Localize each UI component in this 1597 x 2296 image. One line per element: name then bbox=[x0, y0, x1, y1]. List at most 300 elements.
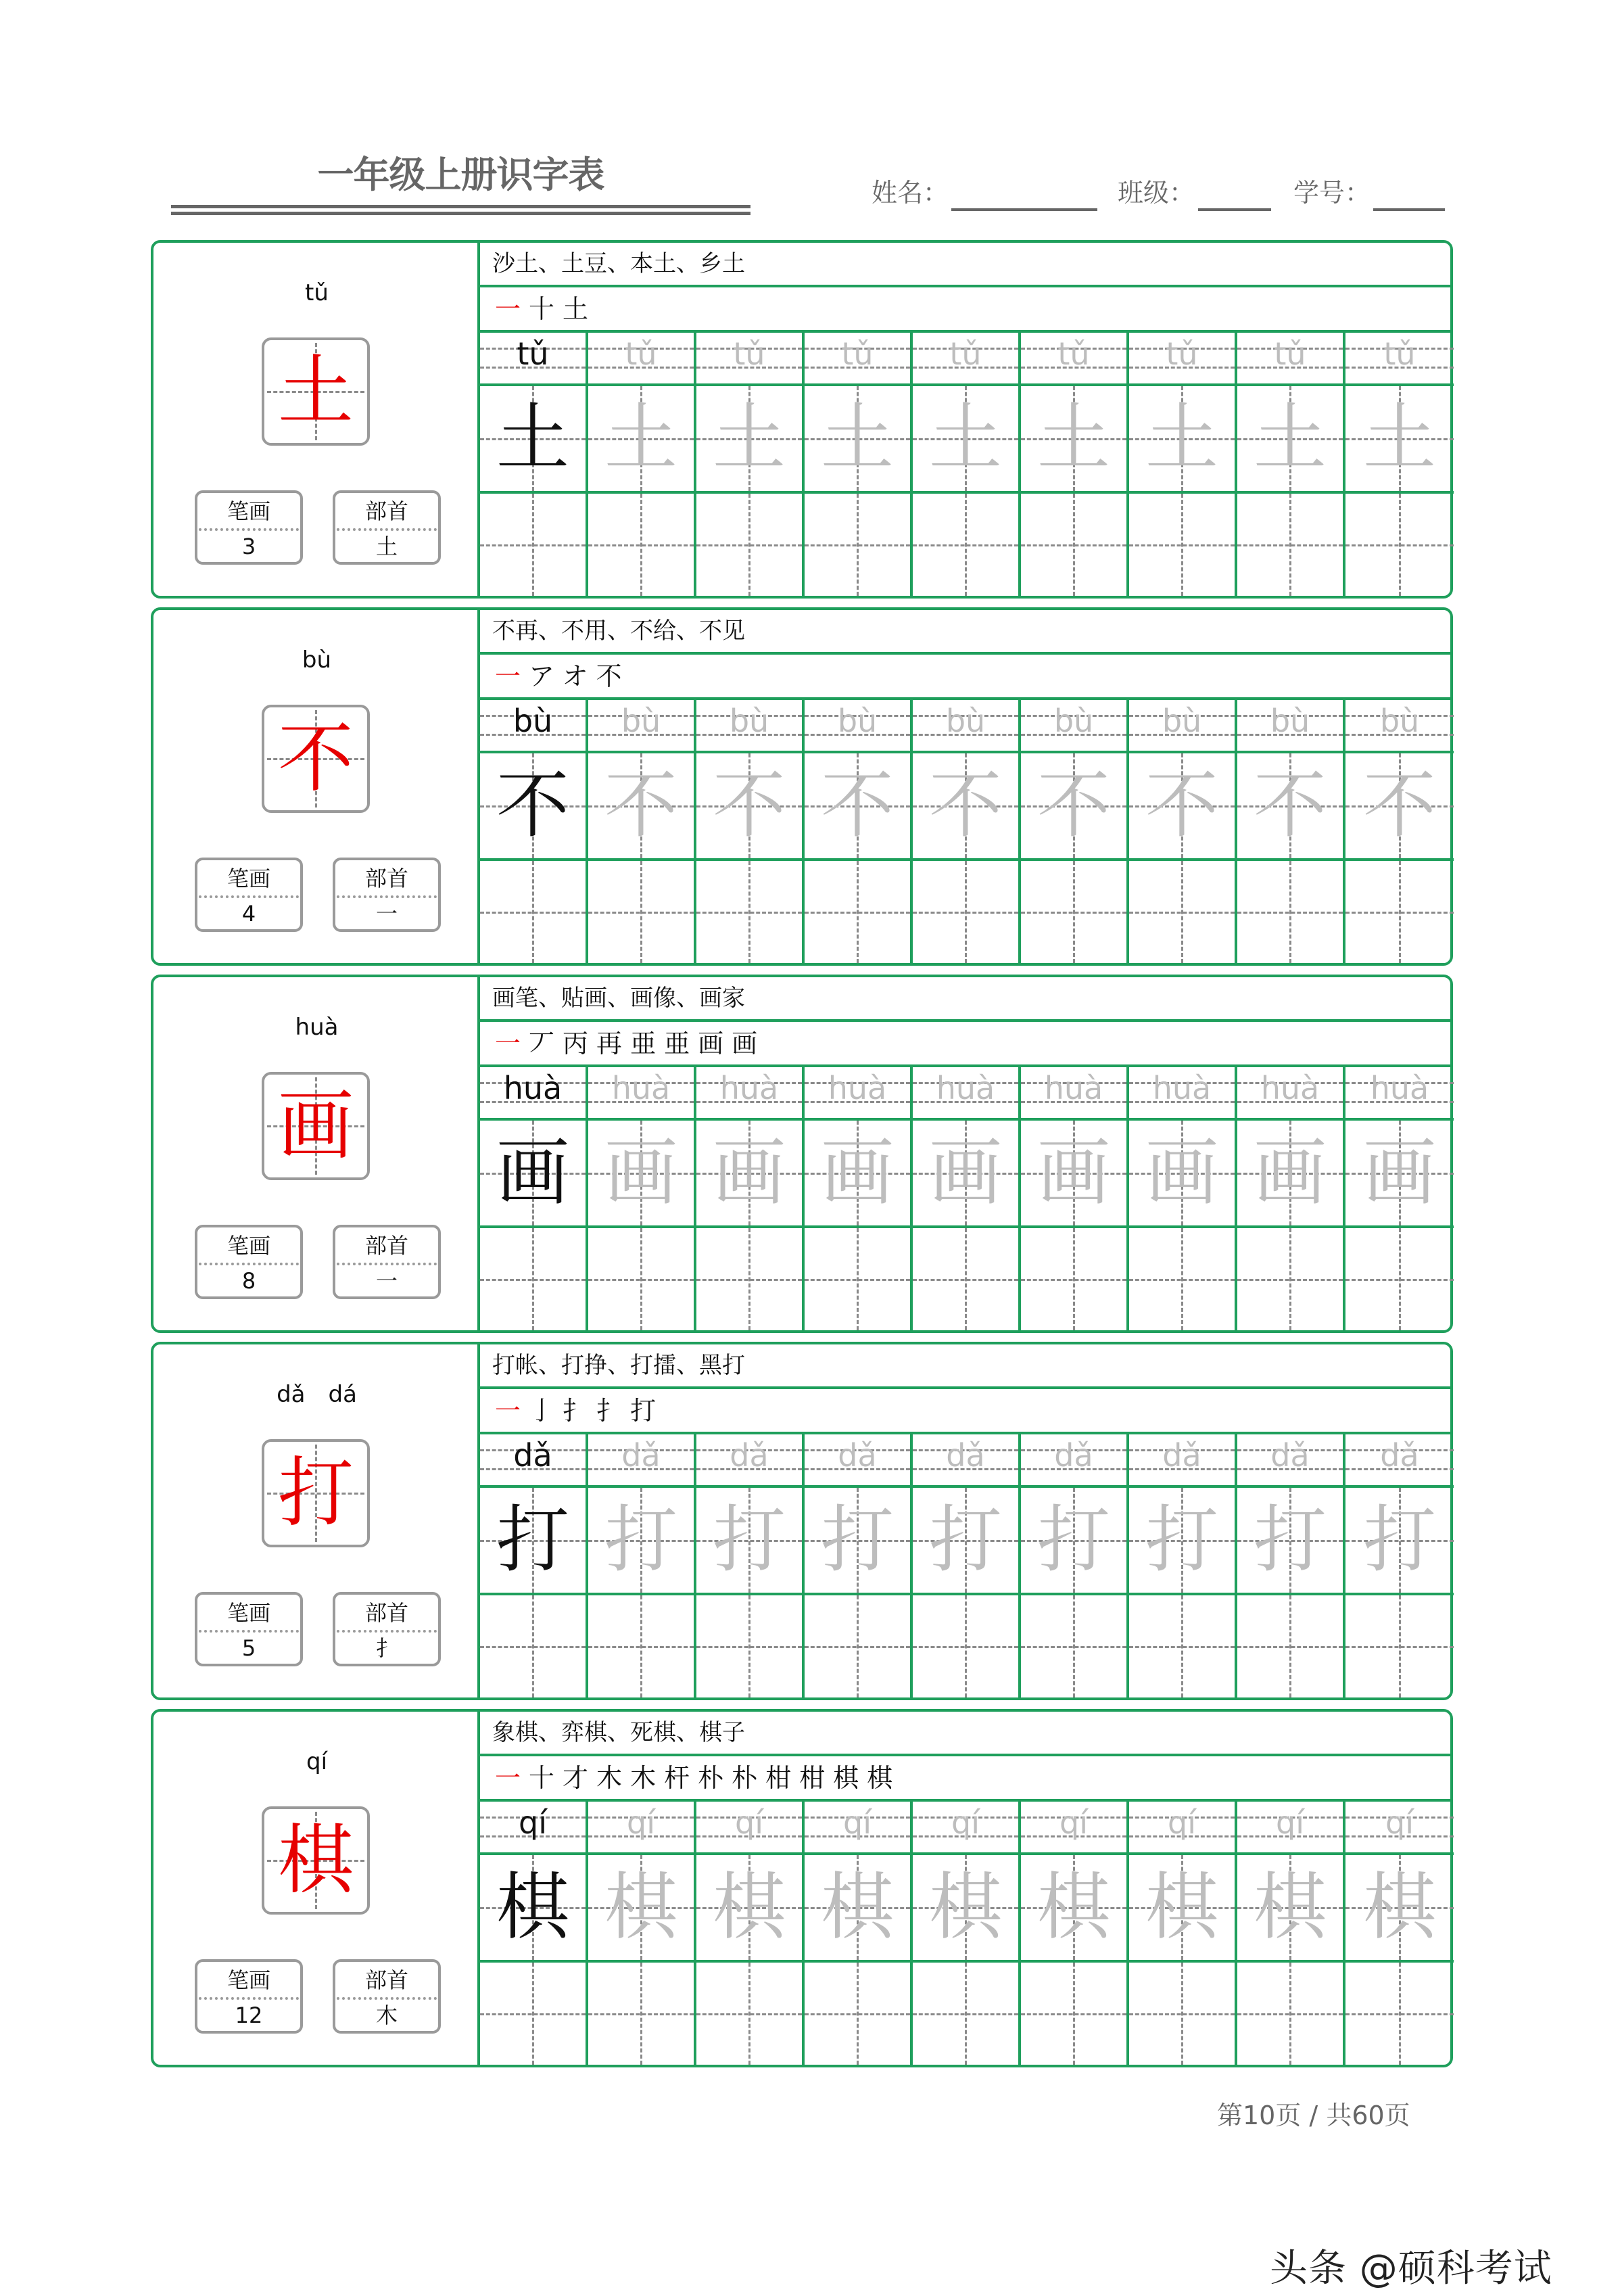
cell-guide-horizontal bbox=[1345, 912, 1454, 914]
blank-writing-cell[interactable] bbox=[696, 494, 802, 596]
cell-guide-horizontal bbox=[1237, 1279, 1343, 1281]
stroke-count-label: 笔画 bbox=[227, 1967, 270, 1993]
trace-character: 棋 bbox=[1036, 1865, 1110, 1950]
trace-pinyin: dǎ bbox=[730, 1437, 769, 1474]
trace-character: 打 bbox=[1362, 1498, 1436, 1583]
blank-writing-cell[interactable] bbox=[1237, 861, 1343, 963]
practice-column bbox=[1237, 1067, 1345, 1330]
stroke-count-value: 8 bbox=[241, 1268, 256, 1294]
pinyin-cell[interactable] bbox=[1345, 333, 1454, 386]
trace-character: 打 bbox=[1036, 1498, 1110, 1583]
character-cell[interactable] bbox=[1129, 1121, 1235, 1228]
character-cell[interactable] bbox=[696, 1121, 802, 1228]
radical-box bbox=[333, 1959, 441, 2034]
main-character: 不 bbox=[278, 715, 354, 803]
practice-column bbox=[913, 1434, 1021, 1697]
trace-character: 棋 bbox=[928, 1865, 1002, 1950]
trace-character: 不 bbox=[1145, 764, 1218, 848]
stroke-step: 扌 bbox=[596, 1396, 631, 1426]
pinyin-cell[interactable] bbox=[696, 1802, 802, 1855]
character-cell[interactable] bbox=[805, 386, 910, 494]
trace-pinyin: qí bbox=[627, 1804, 655, 1841]
blank-writing-cell[interactable] bbox=[805, 861, 910, 963]
character-pinyin: huà bbox=[295, 1014, 339, 1041]
character-cell[interactable] bbox=[480, 1855, 586, 1963]
pinyin-cell[interactable] bbox=[805, 333, 910, 386]
practice-column bbox=[913, 700, 1021, 963]
trace-pinyin: bù bbox=[837, 703, 878, 739]
character-cell[interactable] bbox=[588, 753, 694, 861]
pinyin-cell[interactable] bbox=[696, 1067, 802, 1121]
practice-column bbox=[696, 333, 805, 596]
practice-column bbox=[805, 1434, 913, 1697]
pinyin-cell[interactable] bbox=[913, 700, 1018, 753]
pinyin-cell[interactable] bbox=[1021, 1802, 1126, 1855]
blank-writing-cell[interactable] bbox=[1021, 1595, 1126, 1697]
practice-column bbox=[1237, 700, 1345, 963]
character-cell[interactable] bbox=[1237, 753, 1343, 861]
radical-label: 部首 bbox=[364, 1967, 408, 1993]
character-cell[interactable] bbox=[588, 1855, 694, 1963]
stroke-count-box bbox=[195, 490, 303, 565]
practice-column bbox=[696, 1802, 805, 2065]
character-cell[interactable] bbox=[1345, 386, 1454, 494]
student-id-label: 学号： bbox=[1293, 178, 1371, 208]
stroke-order-row bbox=[480, 1022, 1450, 1067]
blank-writing-cell[interactable] bbox=[913, 1595, 1018, 1697]
trace-character: 不 bbox=[1036, 764, 1110, 848]
pinyin-cell[interactable] bbox=[588, 1802, 694, 1855]
cell-guide-horizontal bbox=[1021, 1279, 1126, 1281]
character-cell[interactable] bbox=[1021, 386, 1126, 494]
stroke-step: 朴 bbox=[732, 1763, 766, 1793]
blank-writing-cell[interactable] bbox=[1237, 1963, 1343, 2065]
practice-column bbox=[696, 1434, 805, 1697]
blank-writing-cell[interactable] bbox=[1021, 1963, 1126, 2065]
name-field[interactable] bbox=[951, 208, 1097, 211]
character-cell[interactable] bbox=[696, 386, 802, 494]
stroke-count-box bbox=[195, 858, 303, 932]
character-cell[interactable] bbox=[1021, 1121, 1126, 1228]
trace-pinyin: huà bbox=[936, 1070, 995, 1106]
watermark: 头条 @硕科考试 bbox=[1270, 2247, 1552, 2291]
student-id-field[interactable] bbox=[1373, 208, 1445, 211]
blank-writing-cell[interactable] bbox=[480, 494, 586, 596]
practice-column bbox=[480, 1434, 588, 1697]
blank-writing-cell[interactable] bbox=[696, 1963, 802, 2065]
character-cell[interactable] bbox=[1129, 386, 1235, 494]
character-cell[interactable] bbox=[1345, 753, 1454, 861]
trace-pinyin: dǎ bbox=[838, 1437, 877, 1474]
trace-pinyin: dǎ bbox=[1054, 1437, 1093, 1474]
blank-writing-cell[interactable] bbox=[1129, 1963, 1235, 2065]
blank-writing-cell[interactable] bbox=[1129, 1228, 1235, 1330]
pinyin-cell[interactable] bbox=[1345, 1067, 1454, 1121]
character-card bbox=[151, 975, 1453, 1333]
trace-pinyin: tǔ bbox=[841, 335, 874, 372]
practice-column bbox=[588, 700, 696, 963]
cell-guide-horizontal bbox=[1129, 2013, 1235, 2015]
blank-writing-cell[interactable] bbox=[1345, 494, 1454, 596]
blank-writing-cell[interactable] bbox=[913, 861, 1018, 963]
character-card bbox=[151, 240, 1453, 599]
character-cell[interactable] bbox=[805, 1488, 910, 1595]
blank-writing-cell[interactable] bbox=[805, 1963, 910, 2065]
stroke-count-value: 4 bbox=[241, 901, 256, 927]
blank-writing-cell[interactable] bbox=[1345, 1228, 1454, 1330]
pinyin-cell[interactable] bbox=[480, 1067, 586, 1121]
cell-guide-horizontal bbox=[1129, 1646, 1235, 1648]
blank-writing-cell[interactable] bbox=[1345, 861, 1454, 963]
radical-box bbox=[333, 858, 441, 932]
pinyin-cell[interactable] bbox=[480, 1802, 586, 1855]
pinyin-cell[interactable] bbox=[1237, 1067, 1343, 1121]
trace-character: 棋 bbox=[1362, 1865, 1436, 1950]
radical-label: 部首 bbox=[364, 498, 408, 524]
pinyin-cell[interactable] bbox=[480, 333, 586, 386]
character-cell[interactable] bbox=[913, 386, 1018, 494]
character-cell[interactable] bbox=[1345, 1855, 1454, 1963]
pinyin-cell[interactable] bbox=[1129, 333, 1235, 386]
blank-writing-cell[interactable] bbox=[588, 1963, 694, 2065]
blank-writing-cell[interactable] bbox=[696, 861, 802, 963]
trace-character: 画 bbox=[820, 1131, 894, 1215]
character-cell[interactable] bbox=[1129, 1488, 1235, 1595]
character-cell[interactable] bbox=[1237, 386, 1343, 494]
practice-grid bbox=[480, 700, 1450, 963]
character-card bbox=[151, 1709, 1453, 2067]
stroke-step: 亜 bbox=[630, 1029, 665, 1058]
practice-column bbox=[913, 333, 1021, 596]
model-character: 棋 bbox=[496, 1865, 569, 1950]
blank-writing-cell[interactable] bbox=[696, 1595, 802, 1697]
stroke-step: 再 bbox=[596, 1029, 631, 1058]
character-cell[interactable] bbox=[1345, 1488, 1454, 1595]
word-examples: 象棋、弈棋、死棋、棋子 bbox=[492, 1719, 745, 1746]
character-cell[interactable] bbox=[913, 753, 1018, 861]
trace-pinyin: bù bbox=[1162, 703, 1202, 739]
model-pinyin: qí bbox=[519, 1804, 547, 1841]
blank-writing-cell[interactable] bbox=[588, 1595, 694, 1697]
practice-column bbox=[1237, 1434, 1345, 1697]
title-underline-bottom bbox=[171, 212, 750, 215]
character-cell[interactable] bbox=[913, 1121, 1018, 1228]
pinyin-cell[interactable] bbox=[1129, 1067, 1235, 1121]
blank-writing-cell[interactable] bbox=[1345, 1595, 1454, 1697]
character-cell[interactable] bbox=[480, 1121, 586, 1228]
pinyin-cell[interactable] bbox=[1345, 700, 1454, 753]
model-pinyin: tǔ bbox=[517, 335, 549, 372]
stroke-order-sequence bbox=[495, 659, 630, 694]
practice-column bbox=[1345, 700, 1454, 963]
pinyin-cell[interactable] bbox=[1345, 1434, 1454, 1488]
trace-character: 画 bbox=[1145, 1131, 1218, 1215]
practice-grid bbox=[480, 333, 1450, 596]
pinyin-cell[interactable] bbox=[805, 1067, 910, 1121]
trace-pinyin: huà bbox=[828, 1070, 887, 1106]
main-character-box bbox=[262, 337, 370, 446]
cell-guide-horizontal bbox=[805, 912, 910, 914]
main-character-box bbox=[262, 705, 370, 813]
character-cell[interactable] bbox=[1237, 1488, 1343, 1595]
blank-writing-cell[interactable] bbox=[588, 494, 694, 596]
practice-column bbox=[1021, 1434, 1129, 1697]
trace-character: 不 bbox=[604, 764, 677, 848]
pinyin-cell[interactable] bbox=[1237, 700, 1343, 753]
blank-writing-cell[interactable] bbox=[805, 1595, 910, 1697]
character-cell[interactable] bbox=[696, 753, 802, 861]
character-cell[interactable] bbox=[1237, 1855, 1343, 1963]
pinyin-cell[interactable] bbox=[913, 1802, 1018, 1855]
stroke-step: 亅 bbox=[529, 1396, 563, 1426]
cell-guide-horizontal bbox=[1237, 1646, 1343, 1648]
stroke-step: 棋 bbox=[833, 1763, 867, 1793]
stroke-order-sequence bbox=[495, 1393, 664, 1428]
pinyin-cell[interactable] bbox=[696, 700, 802, 753]
character-cell[interactable] bbox=[1021, 1855, 1126, 1963]
blank-writing-cell[interactable] bbox=[1237, 494, 1343, 596]
practice-column bbox=[1021, 1802, 1129, 2065]
trace-character: 打 bbox=[928, 1498, 1002, 1583]
blank-writing-cell[interactable] bbox=[480, 1595, 586, 1697]
stroke-step: ア bbox=[529, 661, 563, 691]
practice-column bbox=[1129, 1802, 1237, 2065]
character-cell[interactable] bbox=[480, 753, 586, 861]
cell-guide-horizontal bbox=[913, 1279, 1018, 1281]
main-character: 棋 bbox=[278, 1817, 354, 1904]
practice-column bbox=[805, 1067, 913, 1330]
trace-character: 土 bbox=[604, 396, 677, 481]
character-cell[interactable] bbox=[480, 386, 586, 494]
cell-guide-horizontal bbox=[913, 544, 1018, 546]
character-cell[interactable] bbox=[805, 753, 910, 861]
stroke-step: 扌 bbox=[563, 1396, 597, 1426]
practice-column bbox=[913, 1802, 1021, 2065]
character-cell[interactable] bbox=[480, 1488, 586, 1595]
practice-column bbox=[1345, 1067, 1454, 1330]
trace-pinyin: huà bbox=[1044, 1070, 1103, 1106]
pinyin-cell[interactable] bbox=[1129, 700, 1235, 753]
cell-guide-horizontal bbox=[805, 2013, 910, 2015]
cell-guide-horizontal bbox=[1021, 912, 1126, 914]
blank-writing-cell[interactable] bbox=[588, 861, 694, 963]
cell-guide-horizontal bbox=[480, 1279, 586, 1281]
blank-writing-cell[interactable] bbox=[588, 1228, 694, 1330]
character-cell[interactable] bbox=[1129, 1855, 1235, 1963]
stroke-count-label: 笔画 bbox=[227, 498, 270, 524]
pinyin-cell[interactable] bbox=[1237, 1434, 1343, 1488]
stroke-order-row bbox=[480, 655, 1450, 700]
blank-writing-cell[interactable] bbox=[1021, 494, 1126, 596]
blank-writing-cell[interactable] bbox=[1237, 1595, 1343, 1697]
pinyin-cell[interactable] bbox=[588, 1067, 694, 1121]
cell-guide-horizontal bbox=[1129, 1279, 1235, 1281]
pinyin-cell[interactable] bbox=[1345, 1802, 1454, 1855]
model-pinyin: dǎ bbox=[513, 1437, 552, 1474]
character-cell[interactable] bbox=[1129, 753, 1235, 861]
trace-character: 画 bbox=[1036, 1131, 1110, 1215]
trace-character: 画 bbox=[1362, 1131, 1436, 1215]
blank-writing-cell[interactable] bbox=[805, 494, 910, 596]
trace-character: 打 bbox=[820, 1498, 894, 1583]
character-cell[interactable] bbox=[1345, 1121, 1454, 1228]
trace-pinyin: huà bbox=[1152, 1070, 1212, 1106]
radical-box bbox=[333, 1225, 441, 1299]
stroke-step: 画 bbox=[732, 1029, 766, 1058]
word-examples-row bbox=[480, 977, 1450, 1022]
character-cell[interactable] bbox=[805, 1121, 910, 1228]
pinyin-cell[interactable] bbox=[913, 1067, 1018, 1121]
pinyin-cell[interactable] bbox=[913, 333, 1018, 386]
pinyin-cell[interactable] bbox=[588, 700, 694, 753]
radical-value: 扌 bbox=[375, 1635, 398, 1661]
practice-column bbox=[1129, 700, 1237, 963]
stroke-step: 一 bbox=[495, 661, 529, 691]
practice-column bbox=[805, 333, 913, 596]
cell-guide-horizontal bbox=[588, 1646, 694, 1648]
pinyin-cell[interactable] bbox=[1129, 1434, 1235, 1488]
trace-character: 土 bbox=[1036, 396, 1110, 481]
blank-writing-cell[interactable] bbox=[913, 1963, 1018, 2065]
practice-column bbox=[805, 700, 913, 963]
trace-pinyin: dǎ bbox=[1270, 1437, 1310, 1474]
stroke-step: 一 bbox=[495, 1763, 529, 1793]
character-cell[interactable] bbox=[805, 1855, 910, 1963]
character-card bbox=[151, 1342, 1453, 1700]
cell-guide-horizontal bbox=[805, 544, 910, 546]
pinyin-cell[interactable] bbox=[480, 1434, 586, 1488]
name-label: 姓名： bbox=[872, 178, 949, 208]
trace-character: 打 bbox=[712, 1498, 786, 1583]
trace-character: 打 bbox=[1253, 1498, 1327, 1583]
pinyin-cell[interactable] bbox=[1021, 1067, 1126, 1121]
character-info-panel bbox=[153, 1344, 480, 1697]
blank-writing-cell[interactable] bbox=[1345, 1963, 1454, 2065]
trace-pinyin: bù bbox=[1379, 703, 1420, 739]
practice-column bbox=[913, 1067, 1021, 1330]
character-cell[interactable] bbox=[588, 1488, 694, 1595]
main-character: 画 bbox=[278, 1082, 354, 1170]
character-cell[interactable] bbox=[1021, 1488, 1126, 1595]
main-character-box bbox=[262, 1439, 370, 1547]
main-character: 土 bbox=[278, 348, 354, 436]
practice-column bbox=[1237, 333, 1345, 596]
trace-pinyin: dǎ bbox=[1162, 1437, 1201, 1474]
stroke-step: 土 bbox=[563, 294, 597, 324]
blank-writing-cell[interactable] bbox=[913, 1228, 1018, 1330]
trace-pinyin: qí bbox=[951, 1804, 980, 1841]
practice-column bbox=[1345, 333, 1454, 596]
character-cell[interactable] bbox=[1021, 753, 1126, 861]
cell-guide-horizontal bbox=[588, 1279, 694, 1281]
character-pinyin: tǔ bbox=[305, 279, 329, 306]
pinyin-cell[interactable] bbox=[805, 700, 910, 753]
stroke-order-row bbox=[480, 287, 1450, 333]
practice-panel bbox=[477, 977, 1450, 1330]
trace-character: 画 bbox=[1253, 1131, 1327, 1215]
stroke-step: 十 bbox=[529, 294, 563, 324]
word-examples: 打帐、打挣、打擂、黑打 bbox=[492, 1352, 745, 1379]
pinyin-cell[interactable] bbox=[588, 1434, 694, 1488]
practice-column bbox=[480, 1067, 588, 1330]
stroke-order-row bbox=[480, 1756, 1450, 1802]
stroke-step: 丆 bbox=[529, 1029, 563, 1058]
trace-pinyin: qí bbox=[843, 1804, 872, 1841]
word-examples: 沙土、土豆、本土、乡土 bbox=[492, 250, 745, 277]
stroke-step: 一 bbox=[495, 1396, 529, 1426]
blank-writing-cell[interactable] bbox=[1021, 861, 1126, 963]
page-title: 一年级上册识字表 bbox=[317, 154, 604, 196]
blank-writing-cell[interactable] bbox=[913, 494, 1018, 596]
pinyin-cell[interactable] bbox=[1021, 1434, 1126, 1488]
radical-value: 土 bbox=[375, 534, 398, 559]
stroke-count-box bbox=[195, 1592, 303, 1666]
blank-writing-cell[interactable] bbox=[696, 1228, 802, 1330]
model-character: 土 bbox=[496, 396, 569, 481]
stroke-step: 木 bbox=[630, 1763, 665, 1793]
practice-column bbox=[696, 700, 805, 963]
pinyin-cell[interactable] bbox=[805, 1802, 910, 1855]
character-cell[interactable] bbox=[696, 1855, 802, 1963]
character-pinyin: bù bbox=[302, 647, 332, 674]
practice-panel bbox=[477, 243, 1450, 596]
character-cell[interactable] bbox=[696, 1488, 802, 1595]
pinyin-cell[interactable] bbox=[480, 700, 586, 753]
pinyin-cell[interactable] bbox=[1129, 1802, 1235, 1855]
blank-writing-cell[interactable] bbox=[1129, 1595, 1235, 1697]
practice-column bbox=[588, 1802, 696, 2065]
blank-writing-cell[interactable] bbox=[805, 1228, 910, 1330]
blank-writing-cell[interactable] bbox=[1021, 1228, 1126, 1330]
model-pinyin: bù bbox=[513, 703, 553, 739]
cell-guide-horizontal bbox=[805, 1279, 910, 1281]
blank-writing-cell[interactable] bbox=[1129, 861, 1235, 963]
trace-pinyin: qí bbox=[1168, 1804, 1196, 1841]
pinyin-cell[interactable] bbox=[1237, 1802, 1343, 1855]
character-cell[interactable] bbox=[1237, 1121, 1343, 1228]
character-cell[interactable] bbox=[588, 1121, 694, 1228]
blank-writing-cell[interactable] bbox=[480, 1228, 586, 1330]
trace-character: 画 bbox=[712, 1131, 786, 1215]
pinyin-cell[interactable] bbox=[696, 1434, 802, 1488]
practice-column bbox=[588, 1067, 696, 1330]
stroke-order-row bbox=[480, 1389, 1450, 1434]
blank-writing-cell[interactable] bbox=[480, 861, 586, 963]
pinyin-cell[interactable] bbox=[1237, 333, 1343, 386]
trace-character: 土 bbox=[820, 396, 894, 481]
character-cell[interactable] bbox=[913, 1855, 1018, 1963]
cell-guide-horizontal bbox=[805, 1646, 910, 1648]
word-examples-row bbox=[480, 1344, 1450, 1389]
trace-pinyin: huà bbox=[1260, 1070, 1320, 1106]
class-field[interactable] bbox=[1198, 208, 1271, 211]
cell-guide-horizontal bbox=[1345, 2013, 1454, 2015]
blank-writing-cell[interactable] bbox=[1129, 494, 1235, 596]
pinyin-cell[interactable] bbox=[1021, 700, 1126, 753]
blank-writing-cell[interactable] bbox=[480, 1963, 586, 2065]
trace-pinyin: bù bbox=[1053, 703, 1094, 739]
pinyin-cell[interactable] bbox=[805, 1434, 910, 1488]
blank-writing-cell[interactable] bbox=[1237, 1228, 1343, 1330]
pinyin-cell[interactable] bbox=[588, 333, 694, 386]
pinyin-cell[interactable] bbox=[913, 1434, 1018, 1488]
practice-column bbox=[588, 333, 696, 596]
pinyin-cell[interactable] bbox=[1021, 333, 1126, 386]
character-cell[interactable] bbox=[913, 1488, 1018, 1595]
character-cell[interactable] bbox=[588, 386, 694, 494]
cell-guide-horizontal bbox=[1345, 1646, 1454, 1648]
pinyin-cell[interactable] bbox=[696, 333, 802, 386]
